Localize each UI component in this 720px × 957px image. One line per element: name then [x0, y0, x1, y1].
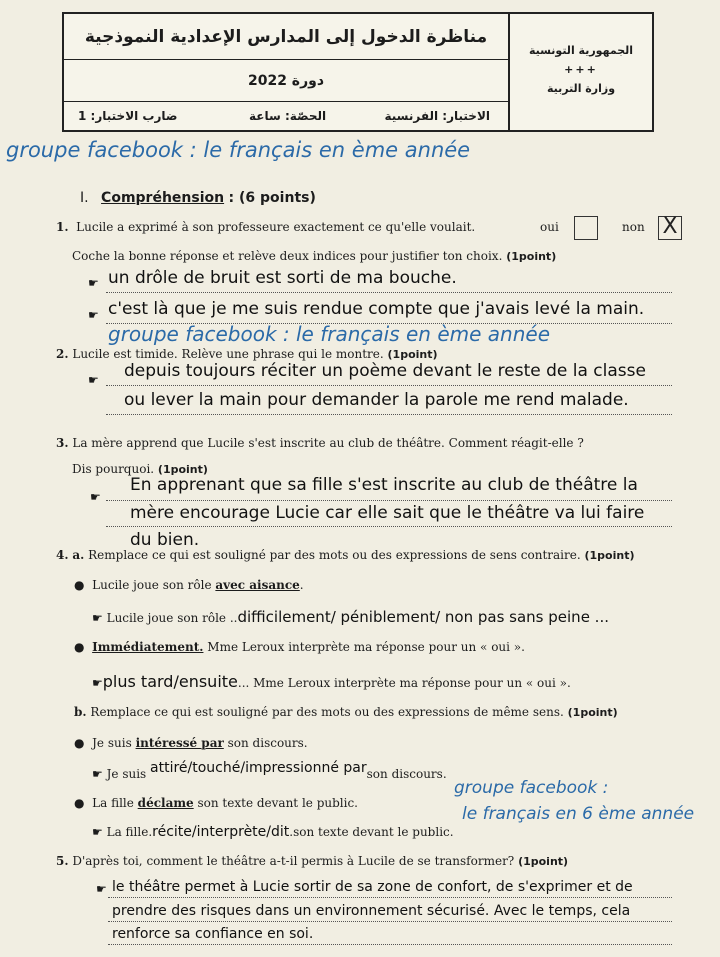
q5-statement: 5. D'après toi, comment le théâtre a-t-il permis à Lucile de se transformer? (1point) [56, 854, 569, 868]
q3-statement: 3. La mère apprend que Lucile s'est inscrite au club de théâtre. Comment réagit-elle ? [56, 436, 584, 450]
header-info-grid [64, 14, 510, 130]
answer-line [106, 526, 672, 527]
pointing-hand-icon: ☛ [92, 676, 103, 690]
pointing-hand-icon: ☛ [88, 276, 99, 290]
pointing-hand-icon: ☛ [92, 611, 103, 625]
q4b-item-3: ● Je suis intéressé par son discours. [74, 736, 308, 750]
answer-line [106, 500, 672, 501]
answer-line [108, 944, 672, 945]
section-points: : (6 points) [228, 190, 316, 206]
exam-coefficient: ضارب الاختبار: 1 [78, 109, 178, 123]
q4a-response-2: ☛plus tard/ensuite... Mme Leroux interprète ma réponse pour un « oui ». [92, 672, 571, 691]
q5-answer-2: prendre des risques dans un environnement sécurisé. Avec le temps, cela [112, 903, 631, 919]
exam-session: دورة 2022 [64, 60, 508, 102]
q4a-response-1: ☛ Lucile joue son rôle ..difficilement/ péniblement/ non pas sans peine ... [92, 608, 609, 626]
q5-answer-1: le théâtre permet à Lucie sortir de sa zone de confort, de s'exprimer et de [112, 879, 633, 895]
pointing-hand-icon: ☛ [88, 373, 99, 387]
exam-title: مناظرة الدخول إلى المدارس الإعدادية النموذجية [64, 14, 508, 60]
pointing-hand-icon: ☛ [88, 308, 99, 322]
q3-answer-1: En apprenant que sa fille s'est inscrite au club de théâtre la [130, 475, 638, 495]
q1-statement: 1. Lucile a exprimé à son professeure exactement ce qu'elle voulait. [56, 220, 476, 234]
watermark-bottom-2: le français en 6 ème année [462, 804, 695, 824]
q1-instruction: Coche la bonne réponse et relève deux indices pour justifier ton choix. (1point) [72, 249, 557, 263]
q1-answer-1: un drôle de bruit est sorti de ma bouche. [108, 268, 457, 288]
watermark-top: groupe facebook : le français en ème année [6, 138, 471, 162]
watermark-middle: groupe facebook : le français en ème année [108, 322, 550, 346]
non-label: non [622, 220, 645, 234]
answer-line [108, 921, 672, 922]
exam-duration: الحصّة: ساعة [249, 109, 327, 123]
ministry-name: وزارة التربية [546, 82, 616, 95]
oui-label: oui [540, 220, 559, 234]
q4b-statement: b. Remplace ce qui est souligné par des mots ou des expressions de même sens. (1point) [74, 705, 618, 719]
pointing-hand-icon: ☛ [96, 882, 107, 896]
q2-answer-1: depuis toujours réciter un poème devant le reste de la classe [124, 361, 646, 381]
q4b-response-3: ☛ Je suis attiré/touché/impressionné parson discours. [92, 760, 447, 781]
q2-answer-2: ou lever la main pour demander la parole me rend malade. [124, 390, 629, 410]
q2-statement: 2. Lucile est timide. Relève une phrase qui le montre. (1point) [56, 347, 438, 361]
answer-line [108, 897, 672, 898]
answer-line [106, 414, 672, 415]
stars-divider: +++ [564, 63, 598, 76]
oui-checkbox[interactable] [574, 216, 598, 240]
answer-line [106, 292, 672, 293]
answer-line [106, 385, 672, 386]
watermark-bottom-1: groupe facebook : [454, 778, 609, 798]
q4b-item-4: ● La fille déclame son texte devant le public. [74, 796, 358, 810]
q4a-item-2: ● Immédiatement. Mme Leroux interprète ma réponse pour un « oui ». [74, 640, 525, 654]
pointing-hand-icon: ☛ [92, 767, 103, 781]
q3-answer-2: mère encourage Lucie car elle sait que le théâtre va lui faire [130, 503, 645, 523]
exam-header [62, 12, 654, 132]
q4a-item-1: ● Lucile joue son rôle avec aisance. [74, 578, 304, 592]
exam-details-row [64, 102, 508, 130]
q5-answer-3: renforce sa confiance en soi. [112, 926, 314, 942]
pointing-hand-icon: ☛ [90, 490, 101, 504]
q4b-response-4: ☛ La fille.récite/interprète/dit.son texte devant le public. [92, 824, 454, 840]
section-number: I. [80, 190, 89, 206]
bullet-icon: ● [74, 640, 85, 654]
bullet-icon: ● [74, 736, 85, 750]
country-name: الجمهورية التونسية [528, 44, 634, 57]
q1-answer-2: c'est là que je me suis rendue compte que j'avais levé la main. [108, 299, 645, 319]
q4a-statement: 4. a. Remplace ce qui est souligné par des mots ou des expressions de sens contraire. (1point) [56, 548, 635, 562]
q3-answer-3: du bien. [130, 530, 200, 550]
non-checkbox-checked[interactable]: X [658, 216, 682, 240]
exam-subject: الاختبار: الفرنسية [384, 109, 490, 123]
ministry-block [510, 14, 652, 130]
bullet-icon: ● [74, 578, 85, 592]
bullet-icon: ● [74, 796, 85, 810]
section-name: Compréhension [101, 190, 225, 206]
pointing-hand-icon: ☛ [92, 825, 103, 839]
section-title [80, 190, 316, 206]
q3-instruction: Dis pourquoi. (1point) [72, 462, 208, 476]
